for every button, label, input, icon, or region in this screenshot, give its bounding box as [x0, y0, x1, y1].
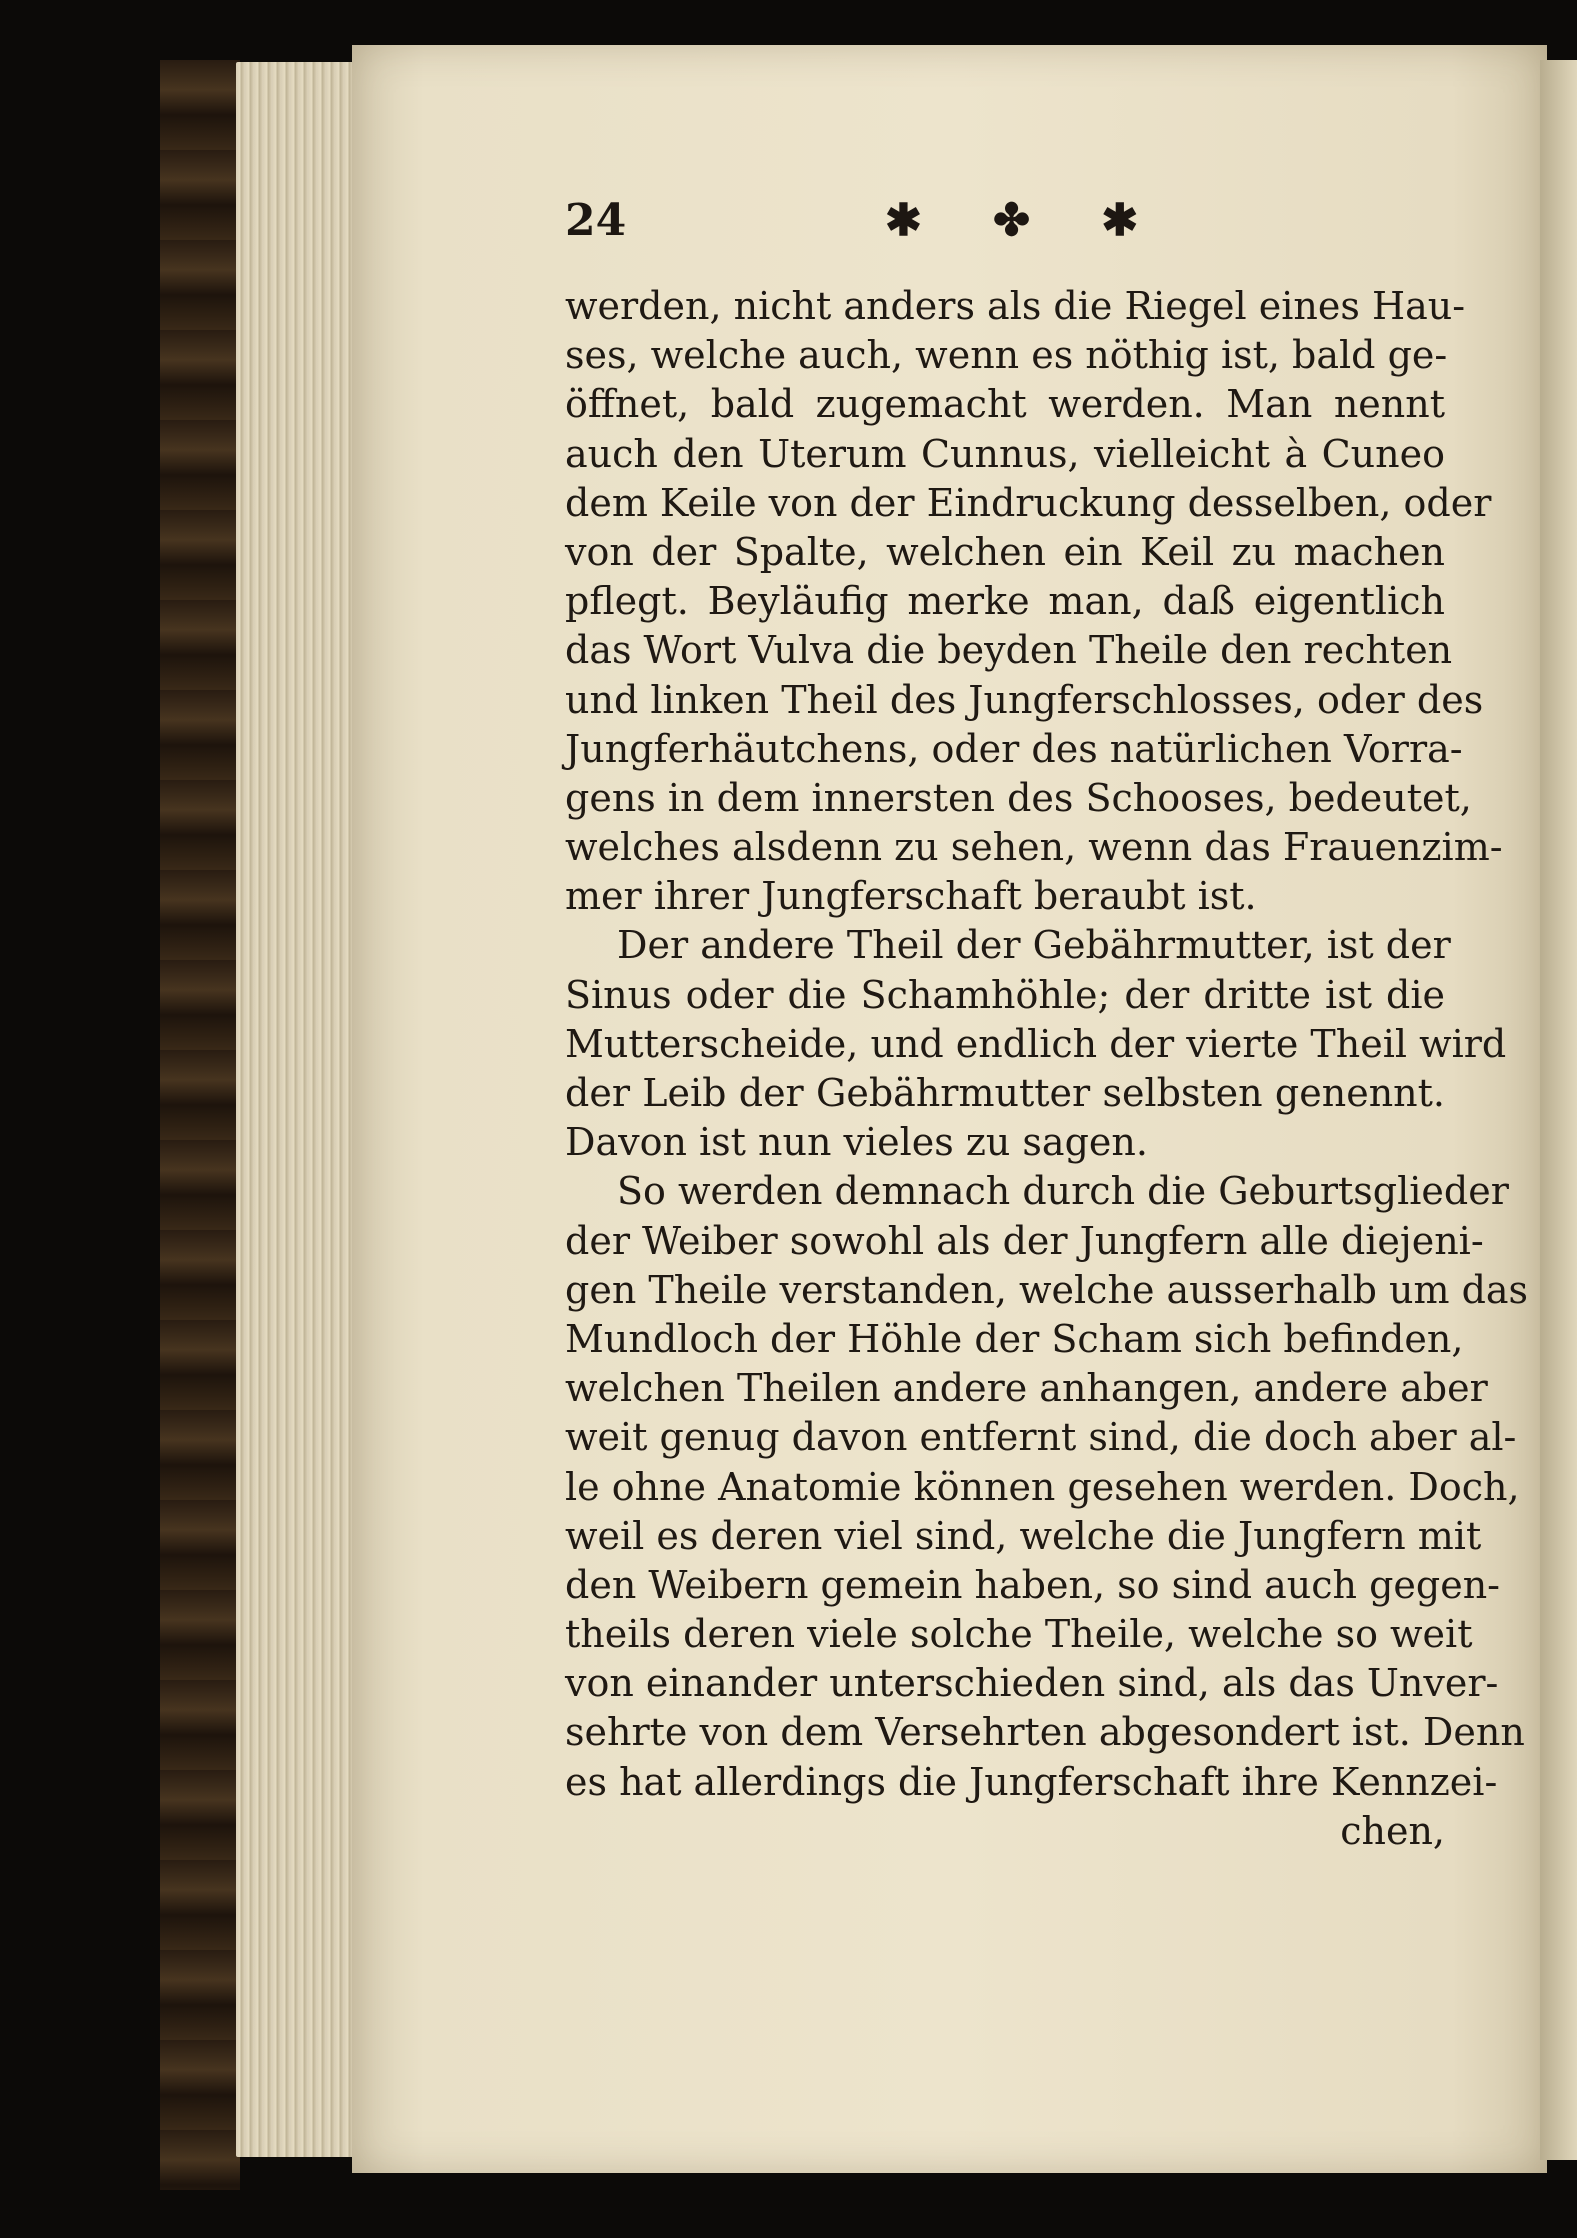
text-line: das Wort Vulva die beyden Theile den rechten — [565, 628, 1453, 673]
text-line: Davon ist nun vieles zu sagen. — [565, 1120, 1148, 1165]
text-line: es hat allerdings die Jungferschaft ihre Kennzei- — [565, 1759, 1498, 1804]
text-line: So werden demnach durch die Geburtsglieder — [617, 1169, 1509, 1214]
text-line: sehrte von dem Versehrten abgesondert ist. Denn — [565, 1710, 1525, 1755]
book-spine — [160, 60, 240, 2190]
header-ornament: ✱ ✤ ✱ — [885, 195, 1167, 246]
page-header — [565, 195, 1445, 265]
text-line: dem Keile von der Eindruckung desselben, oder — [565, 480, 1492, 525]
text-line: welches alsdenn zu sehen, wenn das Frauenzim- — [565, 825, 1503, 870]
text-line: welchen Theilen andere anhangen, andere aber — [565, 1366, 1488, 1411]
text-line: werden, nicht anders als die Riegel eines Hau- — [565, 284, 1466, 328]
text-line: von einander unterschieden sind, als das Unver- — [565, 1661, 1499, 1706]
text-line: weit genug davon entfernt sind, die doch aber al- — [565, 1415, 1517, 1460]
text-line: Sinus oder die Schamhöhle; der dritte ist die — [565, 972, 1445, 1017]
text-line: den Weibern gemein haben, so sind auch gegen- — [565, 1562, 1501, 1607]
text-line: gens in dem innersten des Schooses, bedeutet, — [565, 775, 1472, 820]
text-line: gen Theile verstanden, welche ausserhalb um das — [565, 1267, 1529, 1312]
text-line: der Weiber sowohl als der Jungfern alle diejeni- — [565, 1218, 1484, 1263]
text-line: Jungferhäutchens, oder des natürlichen Vorra- — [565, 726, 1463, 771]
facing-page-edge — [1540, 60, 1577, 2160]
catchword: chen, — [1340, 1808, 1445, 1853]
text-line: theils deren viele solche Theile, welche so weit — [565, 1612, 1473, 1657]
text-line: von der Spalte, welchen ein Keil zu machen — [565, 529, 1445, 574]
text-line: pflegt. Beyläufig merke man, daß eigentlich — [565, 579, 1445, 624]
text-line: auch den Uterum Cunnus, vielleicht à Cuneo — [565, 431, 1445, 476]
text-line: Der andere Theil der Gebährmutter, ist der — [617, 923, 1451, 968]
page-number: 24 — [565, 195, 627, 246]
text-line: Mundloch der Höhle der Scham sich befinden, — [565, 1316, 1464, 1361]
text-line: mer ihrer Jungferschaft beraubt ist. — [565, 874, 1257, 919]
text-line: le ohne Anatomie können gesehen werden. Doch, — [565, 1464, 1520, 1509]
text-line: der Leib der Gebährmutter selbsten genennt. — [565, 1071, 1445, 1115]
text-line: ses, welche auch, wenn es nöthig ist, bald ge- — [565, 333, 1448, 378]
text-line: öffnet, bald zugemacht werden. Man nennt — [565, 382, 1445, 427]
text-line: und linken Theil des Jungferschlosses, oder des — [565, 677, 1484, 722]
text-line: Mutterscheide, und endlich der vierte Theil wird — [565, 1021, 1507, 1066]
body-text — [565, 282, 1529, 1856]
text-line: weil es deren viel sind, welche die Jungfern mit — [565, 1513, 1482, 1558]
